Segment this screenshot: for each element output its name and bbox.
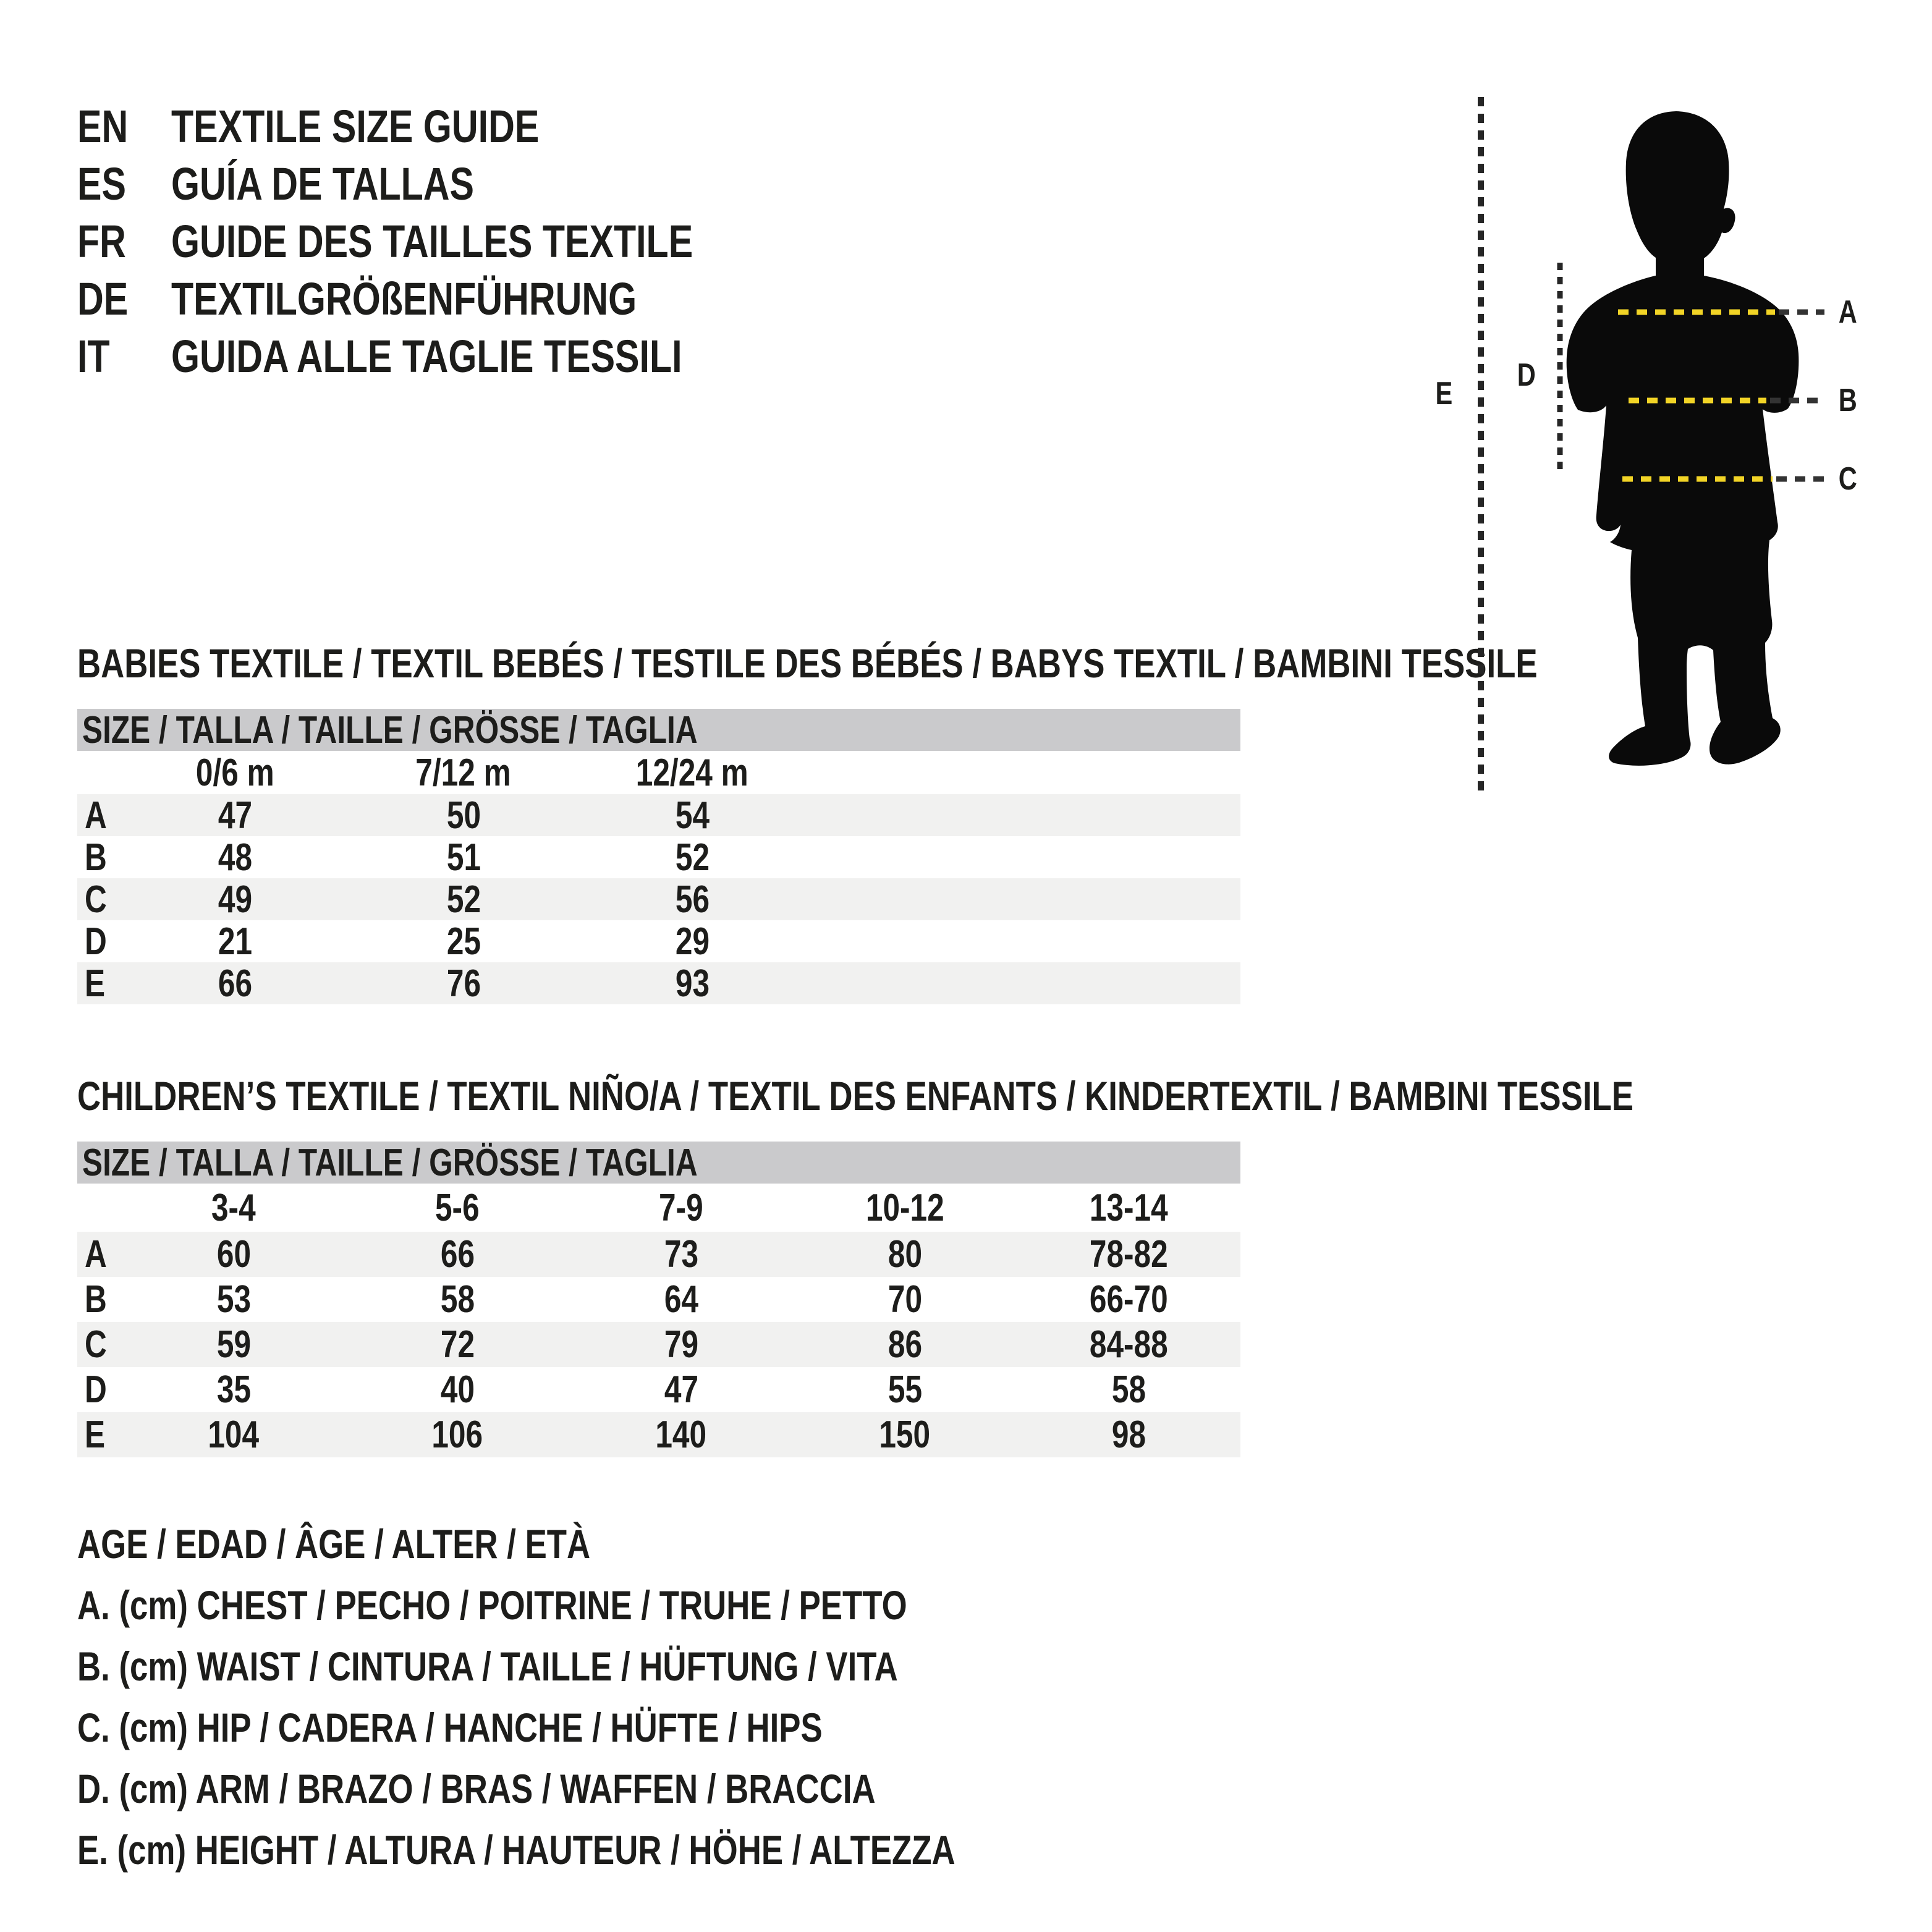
table-row: [77, 1412, 1240, 1457]
table-cell: 51: [446, 836, 481, 879]
table-cell: 25: [446, 920, 481, 963]
table-cell: 66: [440, 1233, 475, 1276]
language-code: ES: [77, 158, 126, 210]
table-cell: 98: [1111, 1413, 1146, 1456]
column-header: 10-12: [865, 1186, 944, 1229]
table-cell: 52: [446, 878, 481, 921]
column-header: 7/12 m: [415, 751, 512, 794]
language-code: EN: [77, 101, 129, 152]
column-header: 3-4: [211, 1186, 256, 1229]
table-cell: 47: [218, 794, 252, 837]
table-cell: 104: [208, 1413, 260, 1456]
row-label: E: [85, 962, 106, 1005]
children-section-heading: CHILDREN’S TEXTILE / TEXTIL NIÑO/A / TEXTIL DES ENFANTS / KINDERTEXTIL / BAMBINI TESSILE: [77, 1073, 1633, 1119]
table-cell: 84-88: [1089, 1323, 1168, 1366]
legend-line: A. (cm) CHEST / PECHO / POITRINE / TRUHE / PETTO: [77, 1582, 907, 1628]
language-code: DE: [77, 273, 129, 324]
table-cell: 59: [216, 1323, 251, 1366]
column-header: 13-14: [1089, 1186, 1168, 1229]
marker-label-arm-d: D: [1517, 357, 1536, 393]
row-label: D: [85, 1368, 107, 1411]
language-title-list: [77, 98, 823, 385]
children-column-header-row: [77, 1184, 1240, 1232]
table-cell: 76: [446, 962, 481, 1005]
language-row: [77, 155, 823, 213]
legend-line: C. (cm) HIP / CADERA / HANCHE / HÜFTE / HIPS: [77, 1705, 823, 1750]
table-cell: 78-82: [1089, 1233, 1168, 1276]
table-cell: 66-70: [1089, 1278, 1168, 1321]
table-cell: 60: [216, 1233, 251, 1276]
table-cell: 58: [440, 1278, 475, 1321]
babies-size-header-bar: SIZE / TALLA / TAILLE / GRÖSSE / TAGLIA: [77, 709, 1240, 751]
table-row: [77, 1232, 1240, 1277]
column-header: 5-6: [435, 1186, 480, 1229]
language-row: [77, 270, 823, 328]
children-size-table: [77, 1142, 1240, 1457]
language-row: [77, 213, 823, 270]
babies-size-table: [77, 709, 1240, 1004]
language-title: TEXTILE SIZE GUIDE: [171, 101, 540, 152]
marker-label-hip-c: C: [1838, 461, 1858, 497]
table-row: [77, 1367, 1240, 1412]
table-cell: 150: [879, 1413, 931, 1456]
legend-line: D. (cm) ARM / BRAZO / BRAS / WAFFEN / BRACCIA: [77, 1766, 876, 1811]
table-cell: 72: [440, 1323, 475, 1366]
language-code: IT: [77, 331, 110, 382]
table-cell: 106: [431, 1413, 483, 1456]
language-row: [77, 328, 823, 385]
table-cell: 80: [888, 1233, 922, 1276]
legend-line: E. (cm) HEIGHT / ALTURA / HAUTEUR / HÖHE / ALTEZZA: [77, 1827, 955, 1873]
table-cell: 79: [664, 1323, 698, 1366]
table-row: [77, 962, 1240, 1004]
language-title: GUIDE DES TAILLES TEXTILE: [171, 216, 693, 267]
column-header: 12/24 m: [635, 751, 748, 794]
marker-label-waist-b: B: [1838, 383, 1858, 418]
legend-line: AGE / EDAD / ÂGE / ALTER / ETÀ: [77, 1521, 591, 1567]
table-cell: 93: [675, 962, 710, 1005]
table-cell: 70: [888, 1278, 922, 1321]
language-code: FR: [77, 216, 126, 267]
table-cell: 56: [675, 878, 710, 921]
babies-column-header-row: [77, 751, 1240, 794]
table-cell: 48: [218, 836, 252, 879]
table-row: [77, 878, 1240, 920]
table-cell: 54: [675, 794, 710, 837]
table-cell: 47: [664, 1368, 698, 1411]
table-cell: 64: [664, 1278, 698, 1321]
table-row: [77, 920, 1240, 962]
language-row: [77, 98, 823, 155]
children-size-header-bar: SIZE / TALLA / TAILLE / GRÖSSE / TAGLIA: [77, 1142, 1240, 1184]
table-row: [77, 1277, 1240, 1322]
babies-section-heading: BABIES TEXTILE / TEXTIL BEBÉS / TESTILE DES BÉBÉS / BABYS TEXTIL / BAMBINI TESSILE: [77, 640, 1538, 686]
table-cell: 58: [1111, 1368, 1146, 1411]
row-label: C: [85, 1323, 107, 1366]
row-label: C: [85, 878, 107, 921]
table-cell: 40: [440, 1368, 475, 1411]
table-cell: 29: [675, 920, 710, 963]
table-row: [77, 836, 1240, 878]
table-cell: 52: [675, 836, 710, 879]
row-label: D: [85, 920, 107, 963]
table-cell: 66: [218, 962, 252, 1005]
row-label: B: [85, 836, 107, 879]
measurement-legend: [77, 1514, 1175, 1881]
language-title: GUÍA DE TALLAS: [171, 158, 475, 210]
table-row: [77, 794, 1240, 836]
column-header: 7-9: [659, 1186, 703, 1229]
table-cell: 21: [218, 920, 252, 963]
column-header: 0/6 m: [195, 751, 274, 794]
row-label: A: [85, 1233, 107, 1276]
language-title: TEXTILGRÖßENFÜHRUNG: [171, 273, 637, 324]
table-cell: 86: [888, 1323, 922, 1366]
table-cell: 55: [888, 1368, 922, 1411]
table-cell: 73: [664, 1233, 698, 1276]
legend-line: B. (cm) WAIST / CINTURA / TAILLE / HÜFTUNG / VITA: [77, 1643, 898, 1689]
table-cell: 50: [446, 794, 481, 837]
row-label: E: [85, 1413, 106, 1456]
marker-label-chest-a: A: [1838, 294, 1858, 330]
table-cell: 35: [216, 1368, 251, 1411]
table-cell: 53: [216, 1278, 251, 1321]
table-row: [77, 1322, 1240, 1367]
table-cell: 140: [655, 1413, 707, 1456]
language-title: GUIDA ALLE TAGLIE TESSILI: [171, 331, 682, 382]
marker-label-height-e: E: [1435, 376, 1452, 412]
table-cell: 49: [218, 878, 252, 921]
row-label: A: [85, 794, 107, 837]
row-label: B: [85, 1278, 107, 1321]
